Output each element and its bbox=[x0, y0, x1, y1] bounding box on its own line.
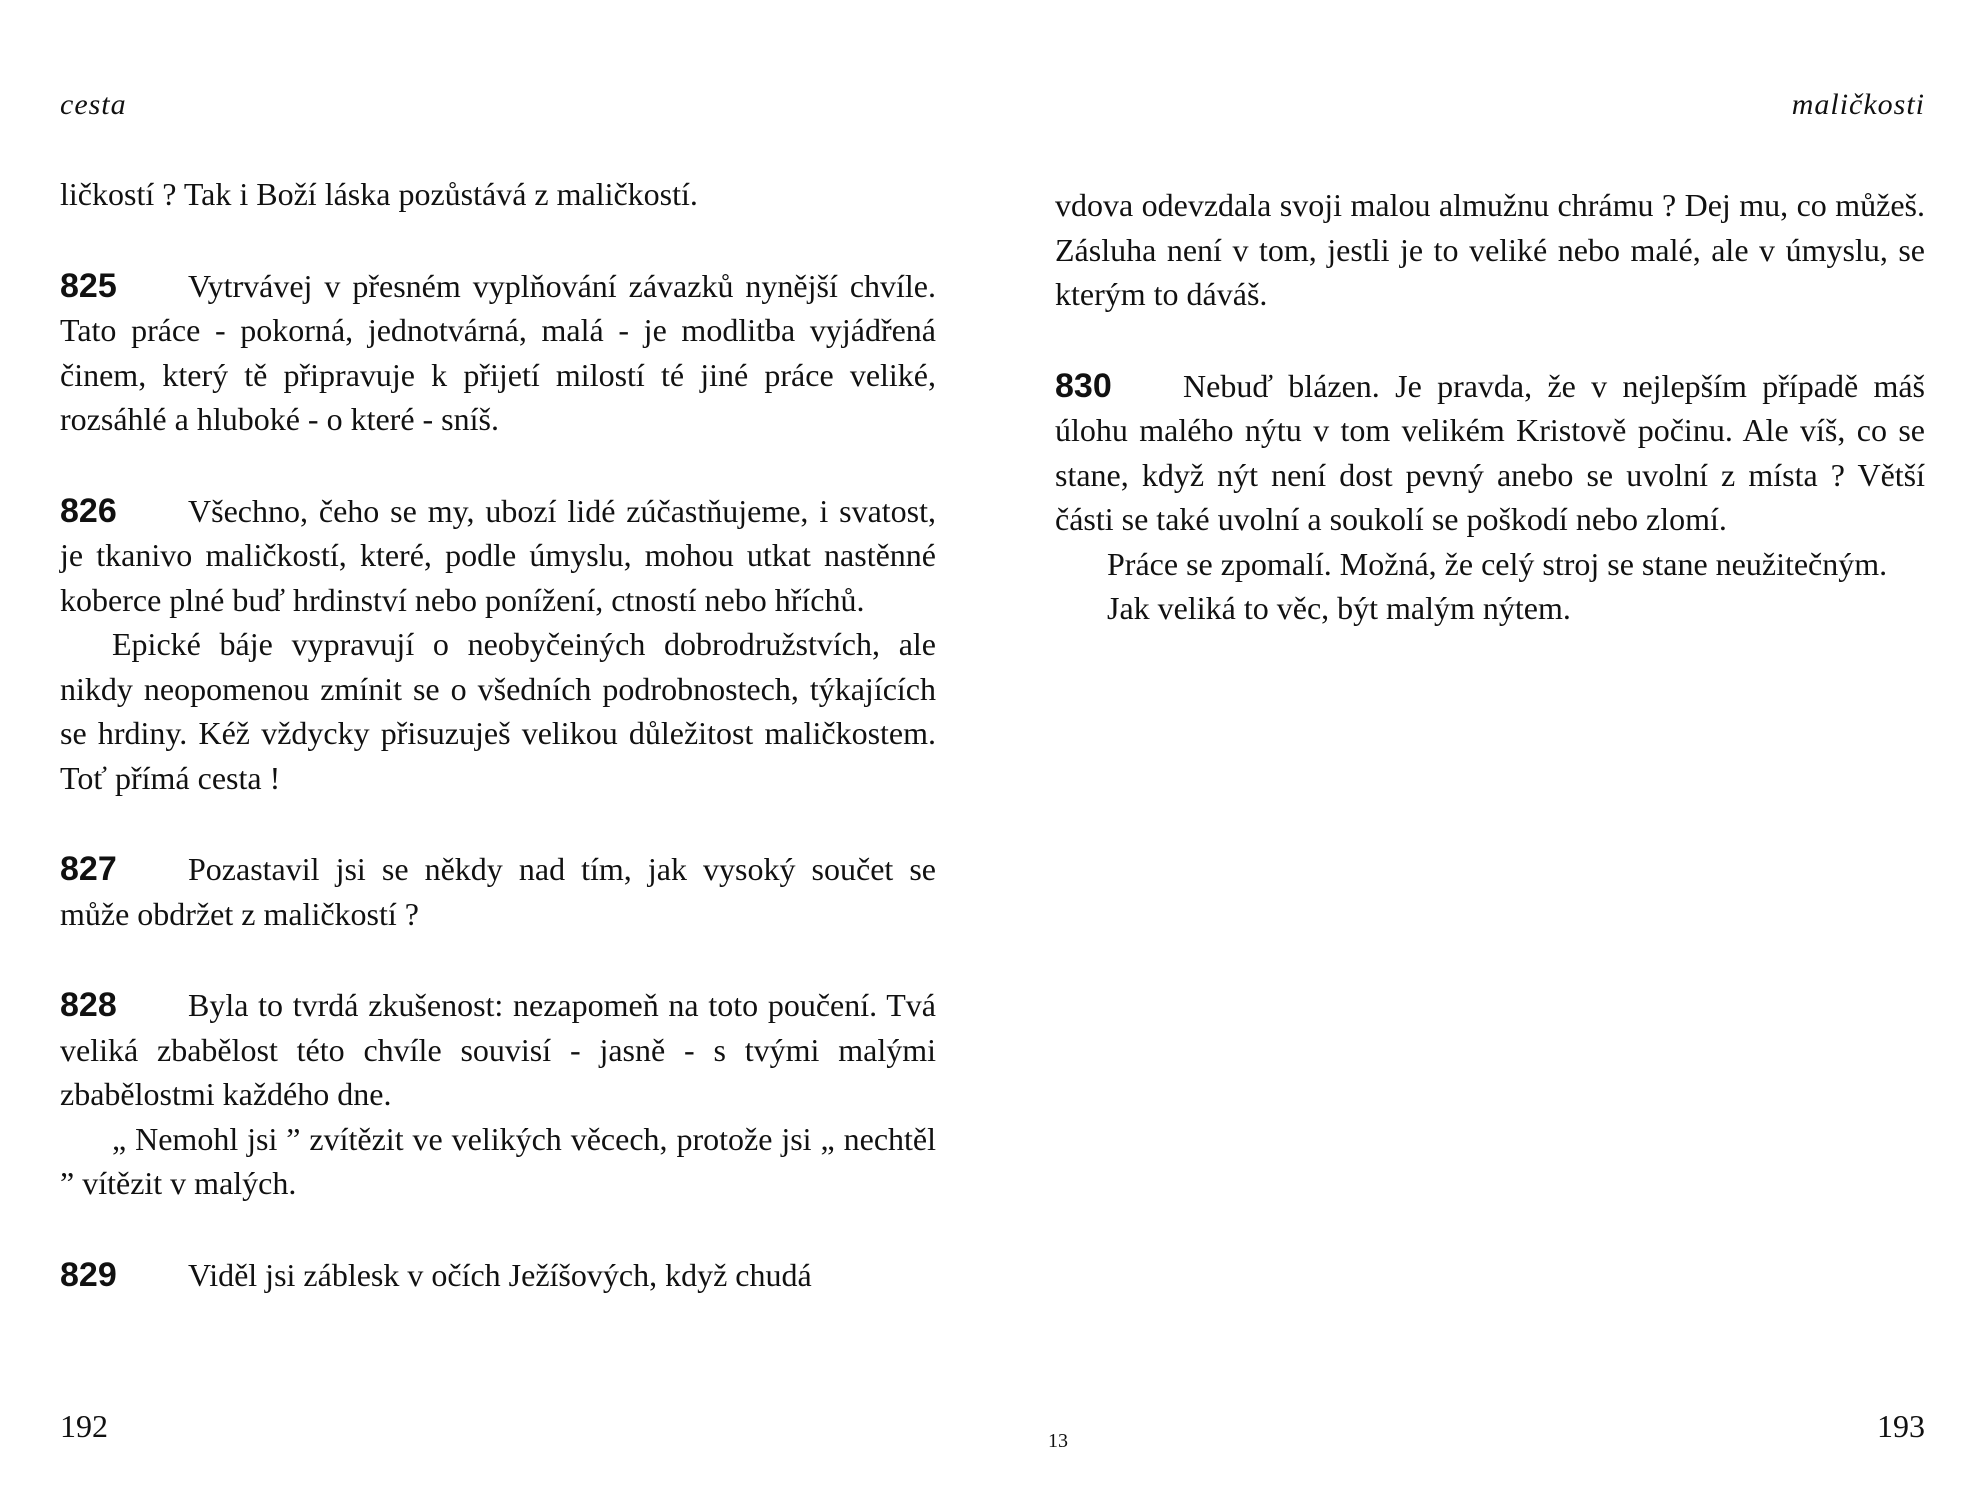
entry-number: 830 bbox=[1055, 366, 1112, 405]
entry-text-continued: Epické báje vypravují o neobyčeiných dobrodružstvích, ale nikdy neopomenou zmínit se o všedních podrobnostech, týkajících se hrdiny. Kéž vždycky přisuzuješ velikou důležitost maličkostem. Toť přímá cesta ! bbox=[60, 626, 936, 796]
entry-text: Všechno, čeho se my, ubozí lidé zúčastňujeme, i svatost, je tkanivo maličkostí, které, podle úmyslu, mohou utkat nastěnné koberce plné buď hrdinství nebo ponížení, ctností nebo hříchů. bbox=[60, 492, 936, 618]
entry-text: Vytrvávej v přesném vyplňování závazků nynější chvíle. Tato práce - pokorná, jednotvárná, malá - je modlitba vyjádřená činem, který tě připravuje k přijetí milostí té jiné práce veliké, rozsáhlé a hluboké - o které - sníš. bbox=[60, 267, 936, 437]
right-continuation-text: vdova odevzdala svoji malou almužnu chrámu ? Dej mu, co můžeš. Zásluha není v tom, jestli je to veliké nebo malé, ale v úmyslu, se kterým to dáváš. bbox=[1055, 187, 1925, 312]
left-running-head: cesta bbox=[60, 88, 127, 121]
entry-826 bbox=[60, 489, 936, 801]
entry-text: Pozastavil jsi se někdy nad tím, jak vysoký součet se může obdržet z maličkostí ? bbox=[60, 851, 936, 932]
left-body-text bbox=[60, 172, 936, 1297]
entry-text: Byla to tvrdá zkušenost: nezapomeň na toto poučení. Tvá veliká zbabělost této chvíle souvisí - jasně - s tvými malými zbabělostmi každého dne. bbox=[60, 987, 936, 1112]
entry-827 bbox=[60, 847, 936, 936]
entry-text-continued: Jak veliká to věc, být malým nýtem. bbox=[1107, 590, 1571, 626]
entry-number: 828 bbox=[60, 986, 117, 1024]
entry-number: 826 bbox=[60, 491, 117, 530]
entry-text: Nebuď blázen. Je pravda, že v nejlepším případě máš úlohu malého nýtu v tom velikém Kristově počinu. Ale víš, co se stane, když nýt není dost pevný anebo se uvolní z místa ? Větší části se také uvolní a soukolí se poškodí nebo zlomí. bbox=[1055, 367, 1925, 537]
left-continuation-text: ličkostí ? Tak i Boží láska pozůstává z maličkostí. bbox=[60, 176, 698, 212]
entry-text-continued: „ Nemohl jsi ” zvítězit ve velikých věcech, protože jsi „ nechtěl ” vítězit v malých. bbox=[60, 1120, 936, 1201]
entry-text: Viděl jsi záblesk v očích Ježíšových, když chudá bbox=[188, 1256, 812, 1293]
signature-mark: 13 bbox=[1048, 1430, 1068, 1452]
entry-number: 825 bbox=[60, 266, 117, 305]
entry-number: 829 bbox=[60, 1255, 117, 1294]
right-page-number: 193 bbox=[1877, 1408, 1925, 1444]
entry-828 bbox=[60, 983, 936, 1206]
right-running-head: maličkosti bbox=[1791, 88, 1925, 121]
right-body-text bbox=[1055, 183, 1925, 631]
entry-830 bbox=[1055, 364, 1925, 631]
entry-text-continued: Práce se zpomalí. Možná, že celý stroj se stane neužitečným. bbox=[1107, 545, 1888, 582]
entry-825 bbox=[60, 264, 936, 442]
entry-829 bbox=[60, 1253, 936, 1298]
left-page-number: 192 bbox=[60, 1408, 108, 1444]
entry-number: 827 bbox=[60, 850, 117, 888]
